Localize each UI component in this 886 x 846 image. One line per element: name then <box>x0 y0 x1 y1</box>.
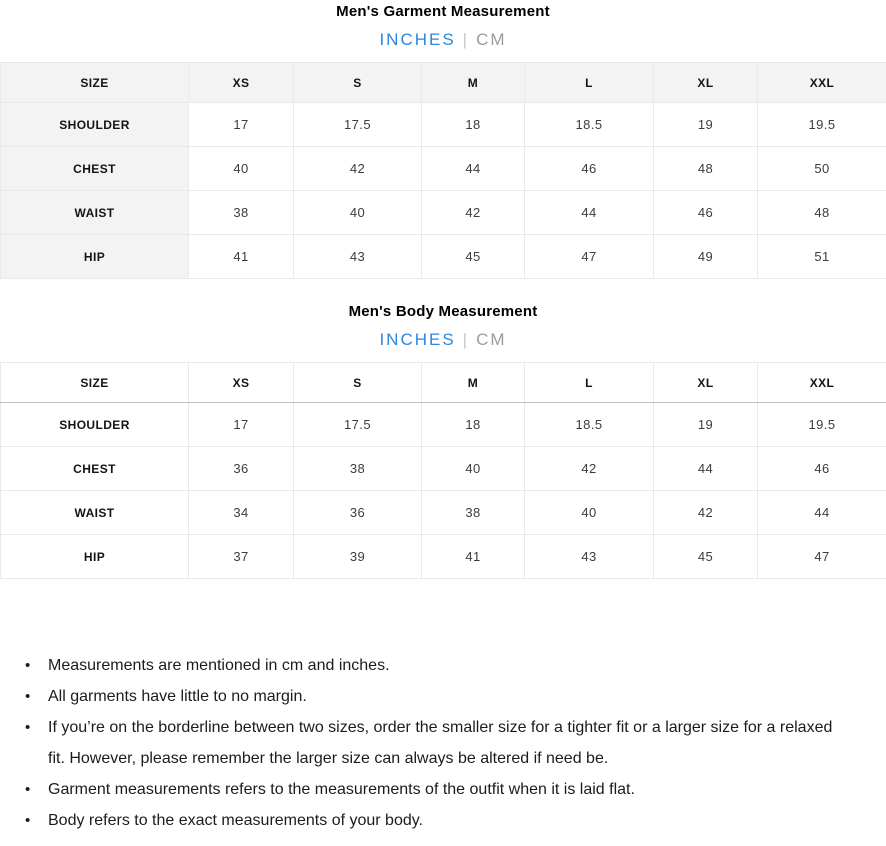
value-cell: 46 <box>758 447 886 491</box>
header-cell-xl: XL <box>654 63 758 103</box>
value-cell: 42 <box>654 491 758 535</box>
value-cell: 40 <box>422 447 525 491</box>
cm-toggle[interactable]: CM <box>476 330 506 349</box>
row-label-cell: WAIST <box>1 491 189 535</box>
value-cell: 41 <box>189 235 294 279</box>
header-cell-m: M <box>422 363 525 403</box>
value-cell: 37 <box>189 535 294 579</box>
list-item <box>25 774 844 805</box>
value-cell: 42 <box>525 447 654 491</box>
list-item <box>25 712 844 774</box>
value-cell: 44 <box>654 447 758 491</box>
value-cell: 38 <box>422 491 525 535</box>
cm-toggle[interactable]: CM <box>476 30 506 49</box>
value-cell: 17.5 <box>294 403 422 447</box>
body-measurement-table <box>0 362 886 579</box>
value-cell: 18 <box>422 103 525 147</box>
row-label-cell: WAIST <box>1 191 189 235</box>
value-cell: 38 <box>189 191 294 235</box>
header-cell-xs: XS <box>189 63 294 103</box>
header-cell-xs: XS <box>189 363 294 403</box>
value-cell: 41 <box>422 535 525 579</box>
bullet-icon: • <box>25 650 30 681</box>
value-cell: 19.5 <box>758 103 886 147</box>
note-text: Garment measurements refers to the measurements of the outfit when it is laid flat. <box>48 781 635 798</box>
garment-section-title: Men's Garment Measurement <box>0 0 886 20</box>
value-cell: 17 <box>189 403 294 447</box>
table-row-shoulder <box>1 103 886 147</box>
value-cell: 17 <box>189 103 294 147</box>
table-row-hip <box>1 535 886 579</box>
value-cell: 50 <box>758 147 886 191</box>
note-text: If you’re on the borderline between two sizes, order the smaller size for a tighter fit or a larger size for a relaxed fit. However, please remember the larger size can always be altered if need be. <box>48 719 832 767</box>
value-cell: 19 <box>654 403 758 447</box>
table-row-shoulder <box>1 403 886 447</box>
row-label-cell: CHEST <box>1 147 189 191</box>
value-cell: 18 <box>422 403 525 447</box>
table-row-hip <box>1 235 886 279</box>
value-cell: 48 <box>654 147 758 191</box>
bullet-icon: • <box>25 681 30 712</box>
header-cell-l: L <box>525 63 654 103</box>
list-item <box>25 805 844 836</box>
header-cell-xl: XL <box>654 363 758 403</box>
bullet-icon: • <box>25 805 30 836</box>
value-cell: 40 <box>189 147 294 191</box>
measurement-notes-list <box>0 650 886 846</box>
unit-separator: | <box>463 330 469 349</box>
table-header-row <box>1 363 886 403</box>
value-cell: 19.5 <box>758 403 886 447</box>
value-cell: 49 <box>654 235 758 279</box>
value-cell: 17.5 <box>294 103 422 147</box>
table-row-waist <box>1 191 886 235</box>
list-item <box>25 681 844 712</box>
inches-toggle[interactable]: INCHES <box>379 330 455 349</box>
value-cell: 38 <box>294 447 422 491</box>
value-cell: 43 <box>294 235 422 279</box>
note-text: Body refers to the exact measurements of your body. <box>48 812 423 829</box>
row-label-cell: HIP <box>1 535 189 579</box>
value-cell: 42 <box>422 191 525 235</box>
header-cell-xxl: XXL <box>758 363 886 403</box>
value-cell: 18.5 <box>525 103 654 147</box>
table-header-row <box>1 63 886 103</box>
note-text: All garments have little to no margin. <box>48 688 307 705</box>
value-cell: 19 <box>654 103 758 147</box>
list-item <box>25 650 844 681</box>
bullet-icon: • <box>25 774 30 805</box>
table-row-waist <box>1 491 886 535</box>
value-cell: 34 <box>189 491 294 535</box>
value-cell: 45 <box>654 535 758 579</box>
body-section-title: Men's Body Measurement <box>0 279 886 320</box>
row-label-cell: HIP <box>1 235 189 279</box>
value-cell: 40 <box>525 491 654 535</box>
value-cell: 36 <box>294 491 422 535</box>
header-cell-l: L <box>525 363 654 403</box>
unit-separator: | <box>463 30 469 49</box>
value-cell: 42 <box>294 147 422 191</box>
value-cell: 48 <box>758 191 886 235</box>
header-cell-m: M <box>422 63 525 103</box>
value-cell: 36 <box>189 447 294 491</box>
value-cell: 51 <box>758 235 886 279</box>
header-cell-s: S <box>294 63 422 103</box>
value-cell: 39 <box>294 535 422 579</box>
value-cell: 44 <box>525 191 654 235</box>
table-row-chest <box>1 447 886 491</box>
value-cell: 47 <box>758 535 886 579</box>
garment-unit-switch <box>0 30 886 50</box>
value-cell: 40 <box>294 191 422 235</box>
header-cell-size: SIZE <box>1 363 189 403</box>
row-label-cell: SHOULDER <box>1 103 189 147</box>
value-cell: 43 <box>525 535 654 579</box>
garment-measurement-table <box>0 62 886 279</box>
value-cell: 45 <box>422 235 525 279</box>
header-cell-size: SIZE <box>1 63 189 103</box>
value-cell: 47 <box>525 235 654 279</box>
header-cell-s: S <box>294 363 422 403</box>
body-unit-switch <box>0 330 886 350</box>
value-cell: 44 <box>422 147 525 191</box>
inches-toggle[interactable]: INCHES <box>379 30 455 49</box>
bullet-icon: • <box>25 712 30 743</box>
value-cell: 44 <box>758 491 886 535</box>
row-label-cell: CHEST <box>1 447 189 491</box>
value-cell: 46 <box>525 147 654 191</box>
value-cell: 46 <box>654 191 758 235</box>
value-cell: 18.5 <box>525 403 654 447</box>
row-label-cell: SHOULDER <box>1 403 189 447</box>
note-text: Measurements are mentioned in cm and inches. <box>48 657 390 674</box>
header-cell-xxl: XXL <box>758 63 886 103</box>
table-row-chest <box>1 147 886 191</box>
